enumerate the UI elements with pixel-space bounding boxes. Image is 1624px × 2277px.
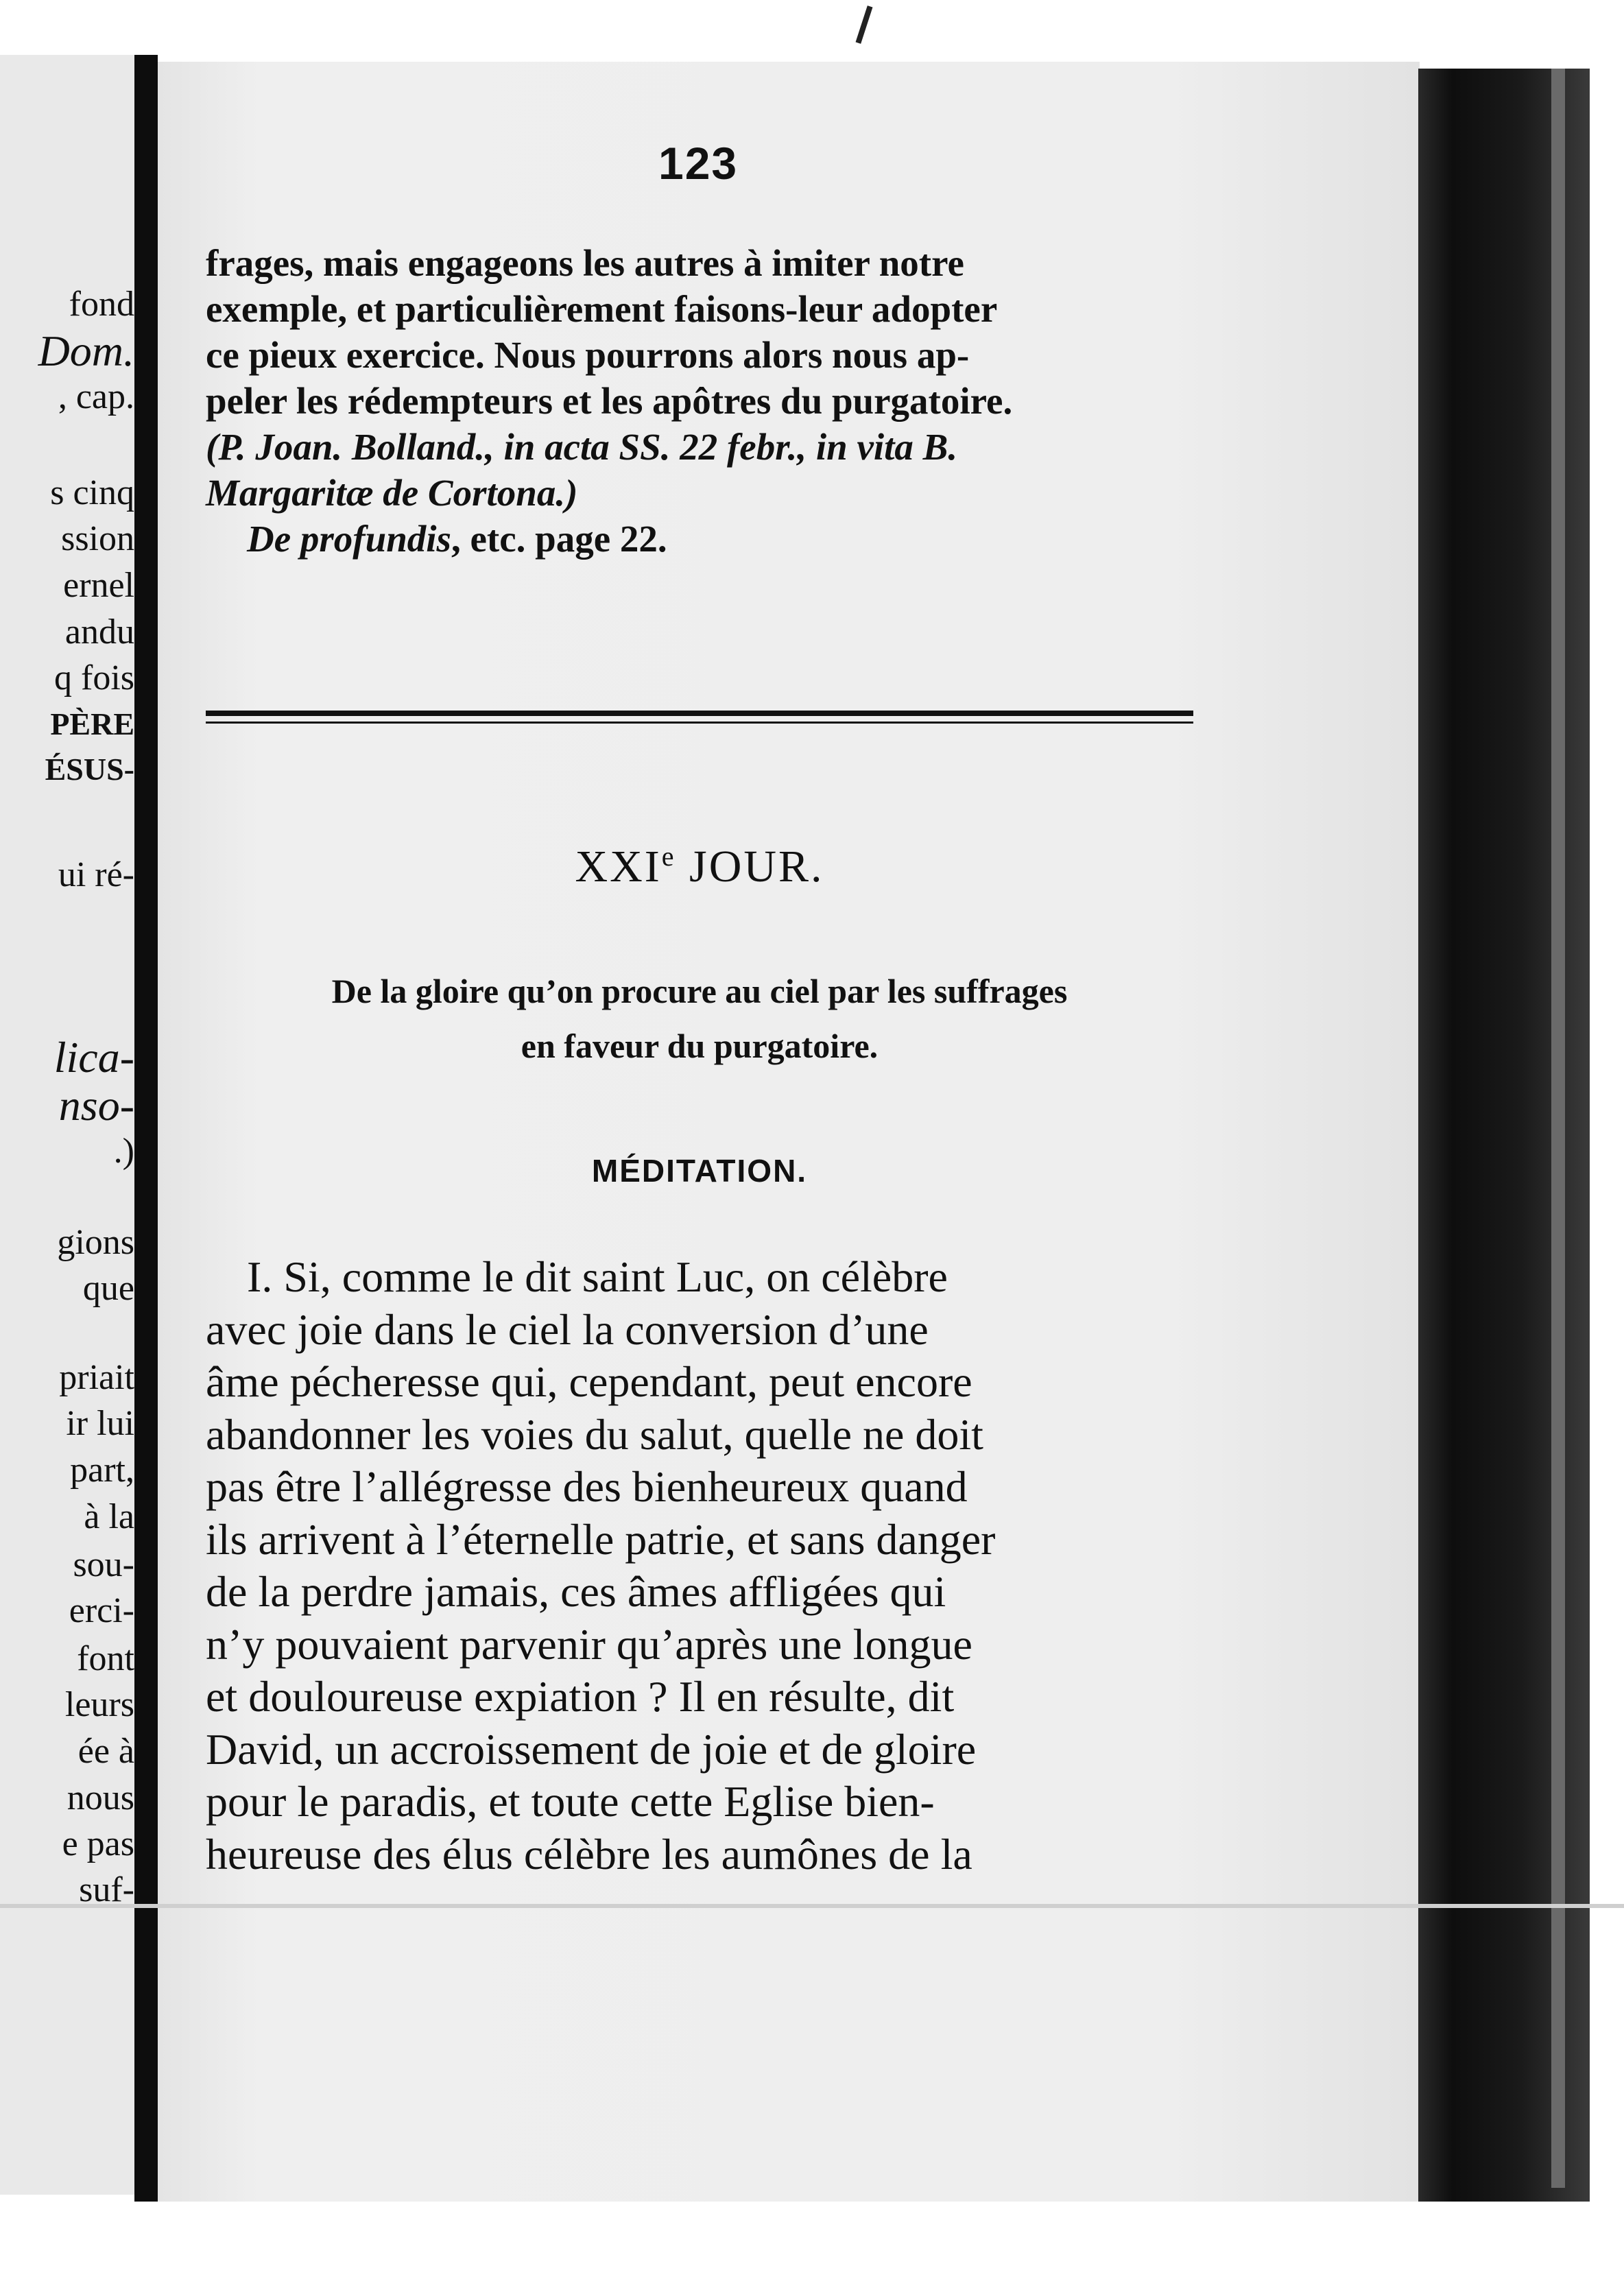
left-page-line: ssion (61, 519, 134, 558)
left-page-line: nous (67, 1778, 134, 1817)
text-line: de la perdre jamais, ces âmes affligées qui (206, 1567, 946, 1616)
meditation-paragraph (206, 1251, 1193, 1881)
left-page-line: .) (113, 1132, 134, 1171)
day-title (206, 840, 1193, 893)
left-page-line: nso- (58, 1082, 134, 1129)
left-page-line: lica- (53, 1034, 134, 1081)
left-page-line: ernel (63, 566, 134, 605)
left-page-line: PÈRE (50, 706, 134, 741)
left-page-line: e pas (62, 1824, 134, 1863)
chapter-subtitle (206, 964, 1193, 1073)
text-line: abandonner les voies du salut, quelle ne doit (206, 1409, 983, 1459)
text-line: David, un accroissement de joie et de gloire (206, 1724, 977, 1774)
subtitle-line: en faveur du purgatoire. (521, 1027, 879, 1065)
left-page-line: priait (59, 1358, 134, 1397)
scan-mark (856, 5, 873, 44)
left-page-line: que (82, 1269, 134, 1308)
left-page-line: q fois (54, 658, 134, 698)
left-page-line: gions (57, 1223, 134, 1262)
prayer-page: , etc. page 22. (451, 518, 667, 560)
text-line: n’y pouvaient parvenir qu’après une longue (206, 1619, 972, 1669)
left-page-line: andu (64, 612, 134, 652)
section-title: MÉDITATION. (591, 1153, 808, 1189)
text-line: âme pécheresse qui, cependant, peut encore (206, 1357, 972, 1406)
subtitle-line: De la gloire qu’on procure au ciel par les suffrages (331, 972, 1068, 1010)
section-rule-thin (206, 722, 1193, 724)
left-page-line: Dom. (38, 328, 134, 374)
text-line: I. Si, comme le dit saint Luc, on célèbre (247, 1252, 948, 1301)
left-page-line: part, (70, 1451, 134, 1490)
day-number: XXI (575, 842, 662, 892)
left-page-line: sou- (73, 1545, 134, 1584)
book-edge-tip (1551, 69, 1565, 2188)
text-line: exemple, et particulièrement faisons-leur adopter (206, 288, 998, 330)
left-page-line: erci- (69, 1591, 134, 1630)
left-gutter (134, 55, 158, 2202)
text-line: avec joie dans le ciel la conversion d’une (206, 1304, 929, 1354)
text-line: frages, mais engageons les autres à imiter notre (206, 242, 964, 284)
citation-line: Margaritæ de Cortona.) (206, 472, 578, 514)
text-line: ce pieux exercice. Nous pourrons alors nous ap- (206, 334, 970, 376)
left-page-line: s cinq (50, 473, 134, 512)
left-page-line: fond (69, 285, 134, 324)
left-page-line: font (77, 1639, 134, 1678)
left-page-line: leurs (64, 1685, 134, 1724)
text-line: peler les rédempteurs et les apôtres du purgatoire. (206, 380, 1013, 422)
prayer-name: De profundis (247, 518, 451, 560)
left-page-line: suf- (79, 1870, 134, 1909)
left-page-line: à la (84, 1497, 134, 1536)
day-ordinal: e (661, 841, 676, 872)
text-line: pas être l’allégresse des bienheureux quand (206, 1462, 968, 1511)
left-page-line: , cap. (58, 377, 134, 416)
intro-paragraph (206, 240, 1193, 562)
text-line: ils arrivent à l’éternelle patrie, et sans danger (206, 1514, 996, 1564)
section-rule (206, 711, 1193, 716)
text-line: heureuse des élus célèbre les aumônes de la (206, 1829, 972, 1879)
citation-line: (P. Joan. Bolland., in acta SS. 22 febr., in vita B. (206, 426, 958, 468)
text-line: pour le paradis, et toute cette Eglise bien- (206, 1777, 935, 1826)
left-page-line: ir lui (66, 1404, 134, 1443)
left-page-line: ée à (77, 1732, 134, 1771)
left-page-line: ÉSUS- (45, 752, 134, 787)
scan-artifact (0, 1904, 1624, 1908)
page-number: 123 (658, 138, 739, 189)
left-page-line: ui ré- (58, 855, 134, 894)
text-line: et douloureuse expiation ? Il en résulte, dit (206, 1672, 955, 1721)
prayer-reference (206, 516, 1193, 562)
day-word: JOUR. (676, 842, 824, 892)
